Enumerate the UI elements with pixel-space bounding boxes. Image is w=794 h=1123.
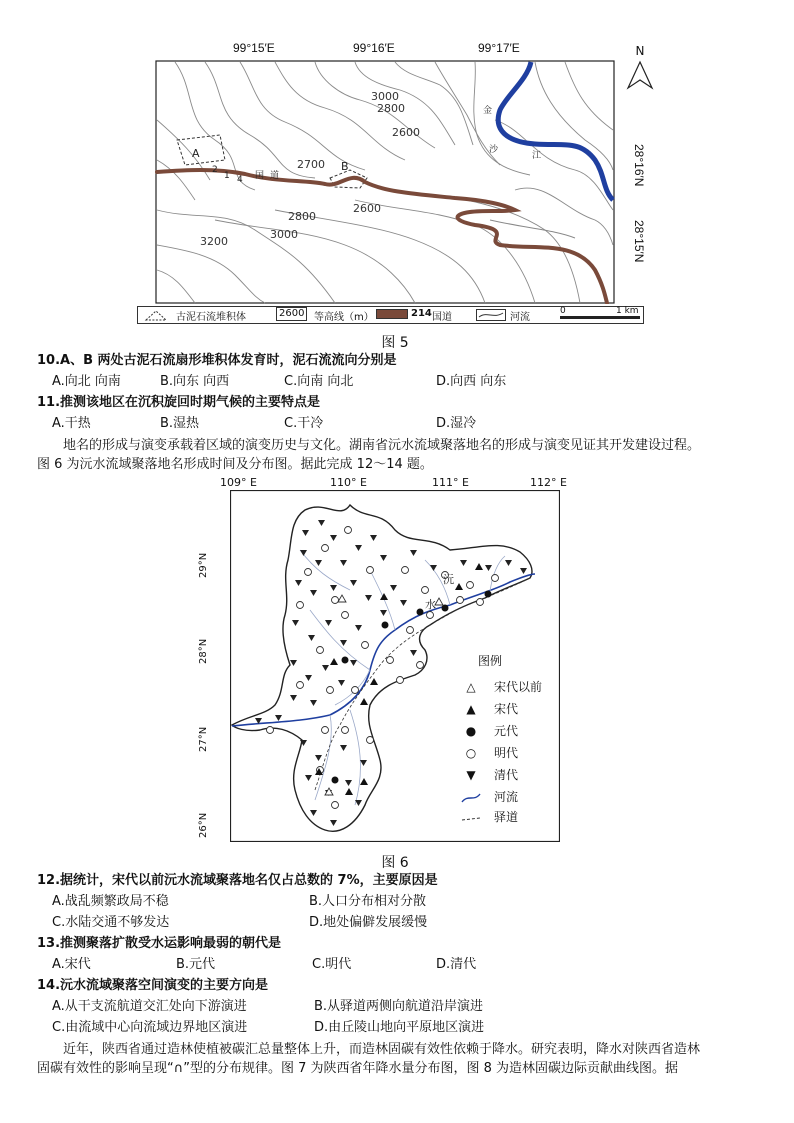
river-label: 沅 (443, 573, 454, 586)
lat-label: 29°N (198, 552, 209, 578)
q11-option-a[interactable]: A.干热 (52, 416, 91, 431)
q13-stem: 13.推测聚落扩散受水运影响最弱的朝代是 (37, 936, 282, 951)
point-b-label: B (341, 160, 349, 173)
contour-label: 2700 (297, 158, 325, 171)
lon-label: 99°17′E (478, 41, 520, 55)
contour-label: 2800 (288, 210, 316, 223)
deposit-legend-icon (144, 309, 168, 321)
q11-stem: 11.推测该地区在沉积旋回时期气候的主要特点是 (37, 395, 321, 410)
legend-road-sample: 214 (411, 308, 432, 319)
q13-option-a[interactable]: A.宋代 (52, 957, 91, 972)
north-label: N (635, 44, 645, 58)
passage-2 (37, 1040, 759, 1078)
road-label: 2 (212, 165, 218, 175)
q14-option-b[interactable]: B.从驿道两侧向航道沿岸演进 (314, 999, 484, 1014)
fig5-caption: 图 5 (381, 335, 409, 351)
lon-label: 110° E (330, 476, 367, 489)
scale-bar (560, 316, 640, 319)
q12-option-d[interactable]: D.地处偏僻发展缓慢 (309, 915, 428, 930)
legend-river: 河流 (460, 788, 518, 805)
river-label: 金 (483, 106, 493, 116)
legend-river: 河流 (510, 312, 530, 323)
lon-label: 111° E (432, 476, 469, 489)
lon-label: 109° E (220, 476, 257, 489)
north-arrow-icon (626, 60, 654, 90)
contour-label: 2800 (377, 102, 405, 115)
lat-label: 28°15′N (632, 220, 646, 263)
q11-option-c[interactable]: C.干冷 (284, 416, 324, 431)
point-a-label: A (192, 147, 200, 160)
q14-stem: 14.沅水流域聚落空间演变的主要方向是 (37, 978, 269, 993)
q13-option-d[interactable]: D.清代 (436, 957, 477, 972)
q10-option-c[interactable]: C.向南 向北 (284, 374, 354, 389)
passage-1-line-1: 地名的形成与演变承载着区域的演变历史与文化。湖南省沅水流域聚落地名的形成与演变见证其开发建设过程。 (63, 438, 701, 453)
courier-road-icon (460, 812, 482, 824)
q12-option-c[interactable]: C.水陆交通不够发达 (52, 915, 170, 930)
legend-road: 国道 (432, 312, 452, 323)
q10-option-a[interactable]: A.向北 向南 (52, 374, 121, 389)
q12-stem: 12.据统计，宋代以前沅水流域聚落地名仅占总数的 7%，主要原因是 (37, 873, 438, 888)
fig5-legend (137, 306, 644, 324)
lon-label: 99°16′E (353, 41, 395, 55)
river-label: 江 (532, 151, 542, 161)
lat-label: 28°16′N (632, 144, 646, 187)
song-icon: ▲ (466, 702, 476, 716)
legend-qing: ▼ 清代 (460, 766, 518, 783)
q14-option-a[interactable]: A.从干支流航道交汇处向下游演进 (52, 999, 247, 1014)
legend-deposit: 古泥石流堆积体 (176, 312, 246, 323)
q11-option-b[interactable]: B.湿热 (160, 416, 200, 431)
q11-option-d[interactable]: D.湿冷 (436, 416, 477, 431)
ming-icon: ○ (465, 746, 477, 760)
q10-option-b[interactable]: B.向东 向西 (160, 374, 230, 389)
q12-option-a[interactable]: A.战乱频繁政局不稳 (52, 894, 169, 909)
passage-2-line-1: 近年，陕西省通过造林使植被碳汇总量整体上升，而造林固碳有效性依赖于降水。研究表明，降水对陕西省造林 (63, 1042, 701, 1057)
road-label: 道 (270, 171, 280, 181)
contour-label: 2600 (353, 202, 381, 215)
fig6-legend-title: 图例 (478, 654, 503, 668)
q14-option-d[interactable]: D.由丘陵山地向平原地区演进 (314, 1020, 485, 1035)
passage-1 (37, 436, 759, 474)
lon-label: 112° E (530, 476, 567, 489)
passage-1-line-2: 图 6 为沅水流域聚落地名形成时间及分布图。据此完成 12～14 题。 (37, 457, 433, 472)
legend-pre-song: △ 宋代以前 (460, 678, 542, 695)
scale-zero: 0 (560, 306, 566, 316)
legend-contour: 等高线（m） (314, 312, 374, 323)
passage-2-line-2: 固碳有效性的影响呈现“∩”型的分布规律。图 7 为陕西省年降水量分布图，图 8 为造林固碳边际贡献曲线图。据 (37, 1061, 679, 1076)
legend-yuan: ● 元代 (460, 722, 518, 739)
road-legend-icon (376, 309, 408, 319)
qing-icon: ▼ (466, 768, 476, 782)
legend-ming: ○ 明代 (460, 744, 518, 761)
legend-courier-road: 驿道 (460, 808, 518, 825)
legend-contour-sample: 2600 (276, 307, 307, 321)
pre-song-icon: △ (466, 680, 476, 694)
lat-label: 26°N (198, 812, 209, 838)
legend-song: ▲ 宋代 (460, 700, 518, 717)
q14-option-c[interactable]: C.由流域中心向流域边界地区演进 (52, 1020, 248, 1035)
lat-label: 27°N (198, 726, 209, 752)
fig6-caption: 图 6 (381, 855, 409, 871)
yuan-icon: ● (465, 724, 477, 738)
river-legend-icon (476, 309, 506, 321)
q13-option-c[interactable]: C.明代 (312, 957, 352, 972)
contour-label: 2600 (392, 126, 420, 139)
road-label: 4 (237, 175, 243, 185)
contour-label: 3200 (200, 235, 228, 248)
river-label: 水 (425, 598, 436, 611)
river-icon (460, 792, 482, 804)
contour-label: 3000 (270, 228, 298, 241)
scale-km: 1 km (616, 306, 639, 316)
q13-option-b[interactable]: B.元代 (176, 957, 216, 972)
road-label: 1 (224, 171, 230, 181)
river-label: 沙 (489, 145, 499, 155)
lon-label: 99°15′E (233, 41, 275, 55)
q12-option-b[interactable]: B.人口分布相对分散 (309, 894, 427, 909)
road-label: 国 (255, 171, 265, 181)
q10-option-d[interactable]: D.向西 向东 (436, 374, 507, 389)
contour-label: 3000 (371, 90, 399, 103)
lat-label: 28°N (198, 638, 209, 664)
topographic-map (155, 60, 615, 304)
q10-stem: 10.A、B 两处古泥石流扇形堆积体发育时，泥石流流向分别是 (37, 353, 397, 368)
